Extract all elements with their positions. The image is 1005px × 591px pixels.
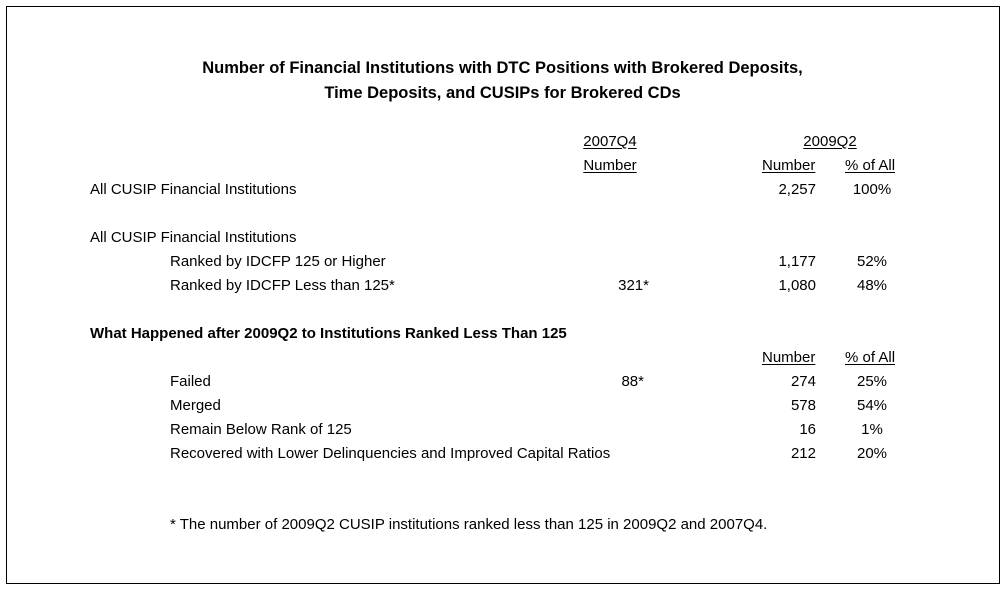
section3-row-pct: 54% [856, 397, 888, 414]
title-line-1: Number of Financial Institutions with DTC Positions with Brokered Deposits, [202, 59, 803, 77]
section3-row-label: Remain Below Rank of 125 [170, 421, 352, 438]
section3-row-pct: 20% [856, 445, 888, 462]
section3-row-label: Recovered with Lower Delinquencies and Improved Capital Ratios [170, 445, 611, 462]
section3-header-pct: % of All [845, 349, 896, 366]
section1-number: 2,257 [778, 181, 816, 198]
section2-row-pct: 52% [856, 253, 888, 270]
section3-row-label: Failed [170, 373, 211, 390]
section2-row-number: 1,080 [778, 277, 816, 294]
footnote: * The number of 2009Q2 CUSIP institutions ranked less than 125 in 2009Q2 and 2007Q4. [170, 516, 768, 533]
header-number-2007: Number [583, 157, 637, 174]
section2-label: All CUSIP Financial Institutions [90, 229, 297, 246]
section3-header-number: Number [762, 349, 816, 366]
section2-row-number: 1,177 [778, 253, 816, 270]
header-2007q4: 2007Q4 [583, 133, 637, 150]
section3-row-label: Merged [170, 397, 221, 414]
header-pct-all: % of All [845, 157, 896, 174]
section3-row-pct: 1% [861, 421, 883, 438]
section2-row-label: Ranked by IDCFP Less than 125* [170, 277, 395, 294]
section3-row-2007: 88* [621, 373, 644, 390]
section3-row-number: 578 [790, 397, 816, 414]
section2-row-label: Ranked by IDCFP 125 or Higher [170, 253, 386, 270]
section3-row-number: 212 [790, 445, 816, 462]
section1-label: All CUSIP Financial Institutions [90, 181, 297, 198]
section1-pct: 100% [852, 181, 892, 198]
section3-heading: What Happened after 2009Q2 to Institutions Ranked Less Than 125 [90, 325, 567, 342]
section2-row-2007: 321* [618, 277, 649, 294]
section3-row-number: 16 [799, 421, 816, 438]
section3-row-pct: 25% [856, 373, 888, 390]
header-2009q2: 2009Q2 [803, 133, 857, 150]
title-line-2: Time Deposits, and CUSIPs for Brokered CDs [324, 84, 681, 102]
header-number-2009: Number [762, 157, 816, 174]
section2-row-pct: 48% [856, 277, 888, 294]
section3-row-number: 274 [790, 373, 816, 390]
